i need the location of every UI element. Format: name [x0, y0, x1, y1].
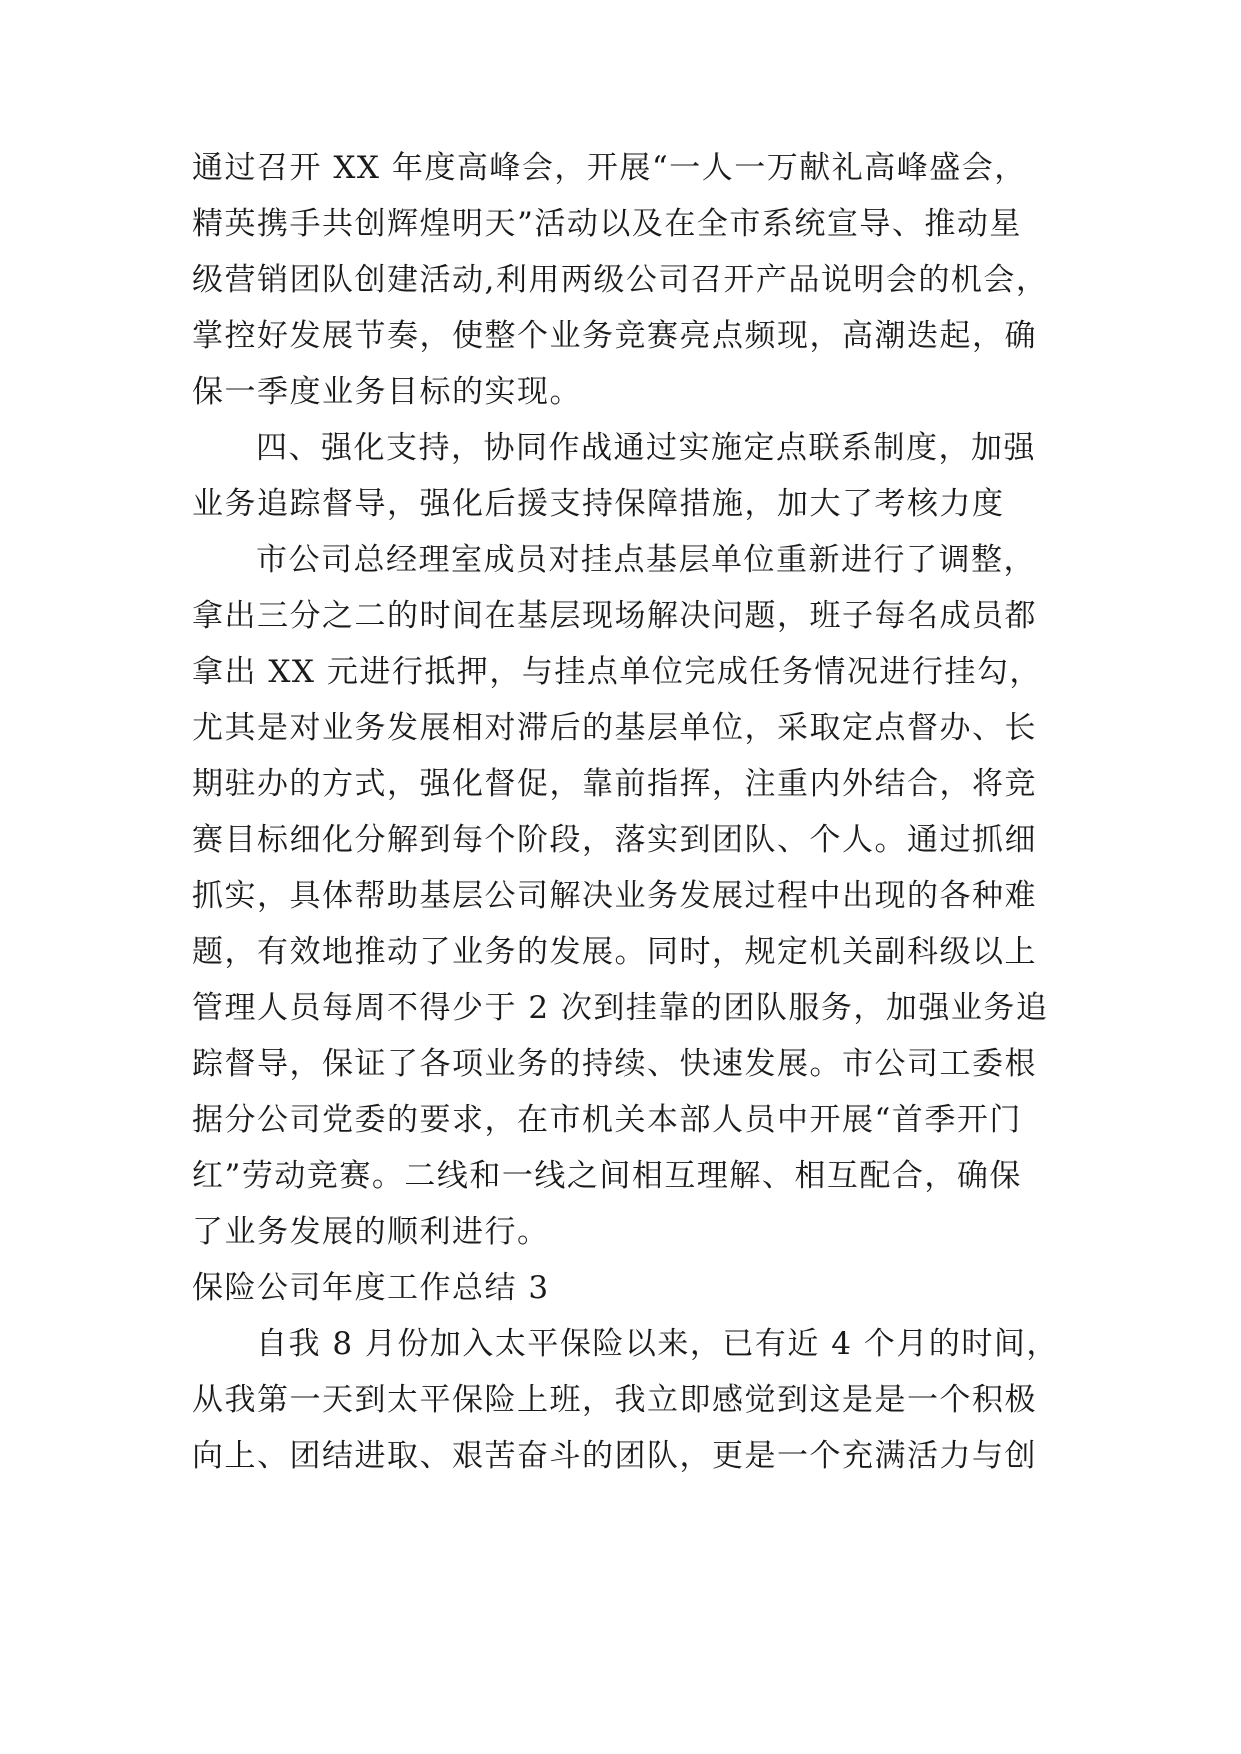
paragraph-line: 通过召开 XX 年度高峰会，开展“一人一万献礼高峰盛会，	[192, 150, 1027, 186]
paragraph-line: 踪督导，保证了各项业务的持续、快速发展。市公司工委根	[192, 1046, 1037, 1082]
paragraph-line: 了业务发展的顺利进行。	[192, 1214, 550, 1250]
paragraph-line: 题，有效地推动了业务的发展。同时，规定机关副科级以上	[192, 934, 1037, 970]
paragraph-line: 保一季度业务目标的实现。	[192, 374, 582, 410]
paragraph-line: 精英携手共创辉煌明天”活动以及在全市系统宣导、推动星	[192, 206, 1022, 242]
paragraph-line: 据分公司党委的要求，在市机关本部人员中开展“首季开门	[192, 1102, 1022, 1138]
paragraph-line: 赛目标细化分解到每个阶段，落实到团队、个人。通过抓细	[192, 822, 1037, 858]
paragraph-line: 期驻办的方式，强化督促，靠前指挥，注重内外结合，将竞	[192, 766, 1037, 802]
paragraph-line: 红”劳动竞赛。二线和一线之间相互理解、相互配合，确保	[192, 1158, 1022, 1194]
paragraph-line: 掌控好发展节奏，使整个业务竞赛亮点频现，高潮迭起，确	[192, 318, 1037, 354]
paragraph-line: 从我第一天到太平保险上班，我立即感觉到这是是一个积极	[192, 1382, 1037, 1418]
paragraph-line: 拿出三分之二的时间在基层现场解决问题，班子每名成员都	[192, 598, 1037, 634]
paragraph-line: 尤其是对业务发展相对滞后的基层单位，采取定点督办、长	[192, 710, 1037, 746]
section-heading-line: 四、强化支持，协同作战通过实施定点联系制度，加强	[256, 430, 1036, 466]
paragraph-line: 自我 8 月份加入太平保险以来，已有近 4 个月的时间，	[256, 1326, 1059, 1362]
paragraph-line: 向上、团结进取、艰苦奋斗的团队，更是一个充满活力与创	[192, 1438, 1037, 1474]
section-title: 保险公司年度工作总结 3	[192, 1270, 550, 1306]
paragraph-line: 管理人员每周不得少于 2 次到挂靠的团队服务，加强业务追	[192, 990, 1049, 1026]
section-heading-line: 业务追踪督导，强化后援支持保障措施，加大了考核力度	[192, 486, 1005, 522]
paragraph-line: 级营销团队创建活动,利用两级公司召开产品说明会的机会，	[192, 262, 1049, 298]
paragraph-line: 市公司总经理室成员对挂点基层单位重新进行了调整，	[256, 542, 1036, 578]
paragraph-line: 抓实，具体帮助基层公司解决业务发展过程中出现的各种难	[192, 878, 1037, 914]
paragraph-line: 拿出 XX 元进行抵押，与挂点单位完成任务情况进行挂勾，	[192, 654, 1042, 690]
